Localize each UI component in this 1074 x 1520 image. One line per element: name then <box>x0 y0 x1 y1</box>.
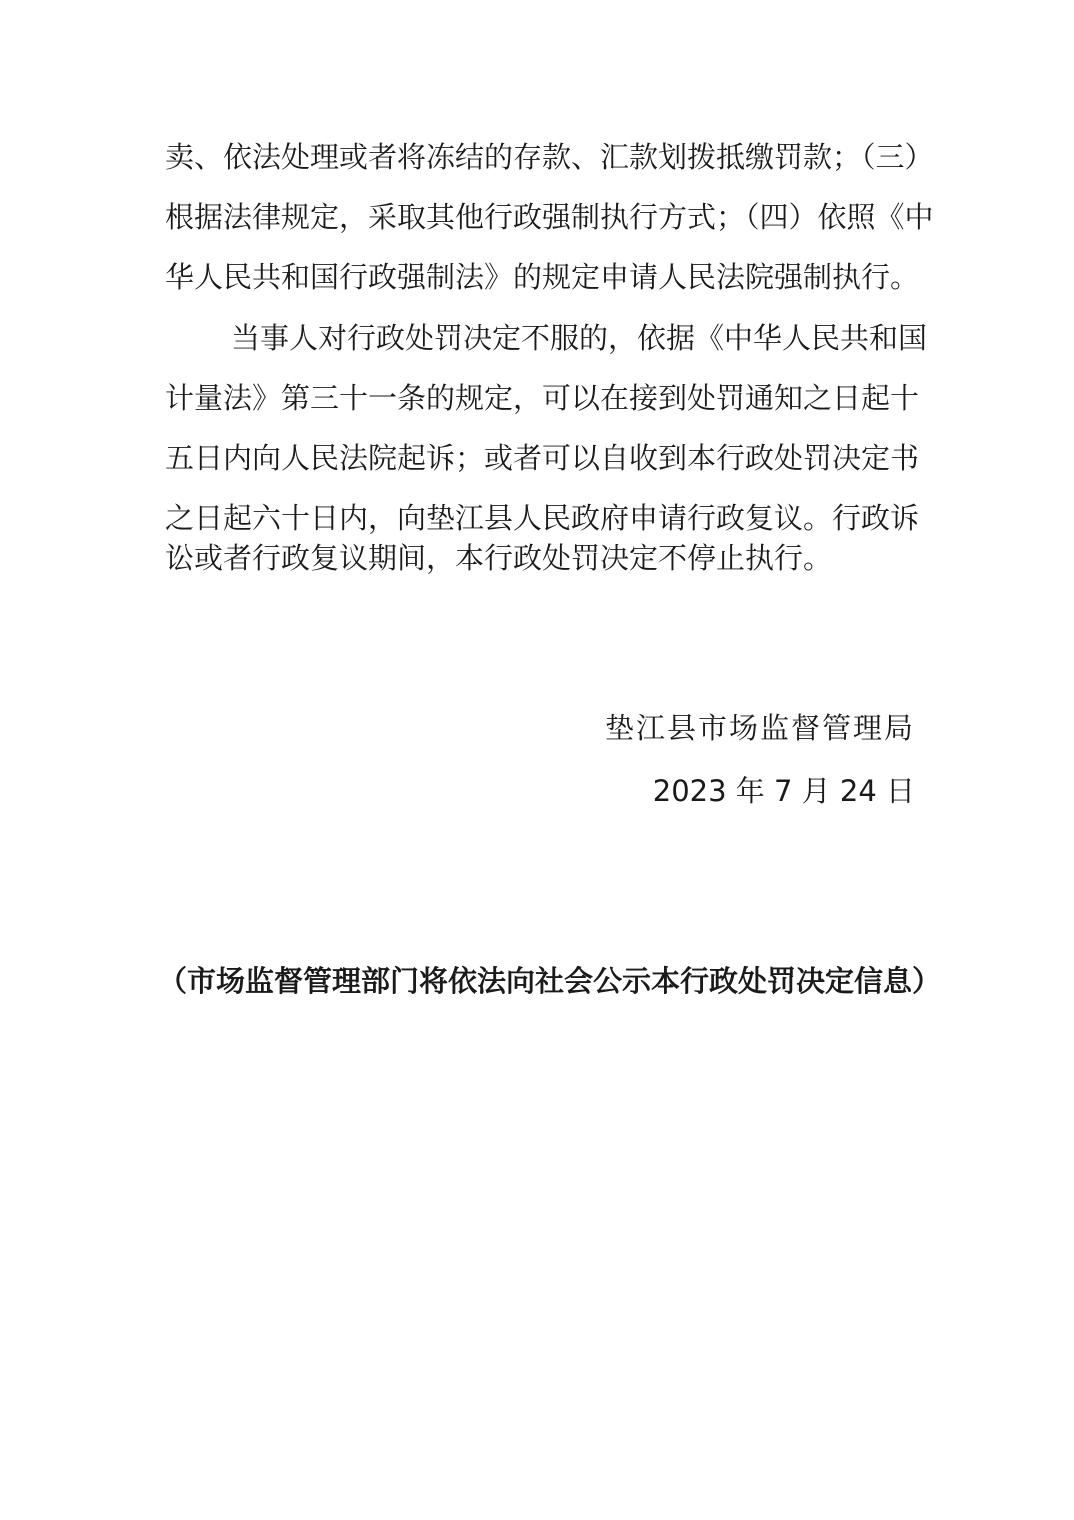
paragraph-line: 华人民共和国行政强制法》的规定申请人民法院强制执行。 <box>165 260 920 294</box>
paragraph-line: 五日内向人民法院起诉；或者可以自收到本行政处罚决定书 <box>165 441 920 475</box>
paragraph-line: 当事人对行政处罚决定不服的，依据《中华人民共和国 <box>231 321 928 355</box>
paragraph-line: 计量法》第三十一条的规定，可以在接到处罚通知之日起十 <box>165 381 920 415</box>
publicity-notice: （市场监督管理部门将依法向社会公示本行政处罚决定信息） <box>158 964 942 998</box>
paragraph-line: 卖、依法处理或者将冻结的存款、汇款划拨抵缴罚款；（三） <box>165 140 934 174</box>
issue-date: 2023 年 7 月 24 日 <box>652 774 915 808</box>
issuer-name: 垫江县市场监督管理局 <box>604 711 915 745</box>
paragraph-line: 根据法律规定，采取其他行政强制执行方式；（四）依照《中 <box>165 200 934 234</box>
paragraph-line: 讼或者行政复议期间，本行政处罚决定不停止执行。 <box>165 541 833 575</box>
paragraph-line: 之日起六十日内，向垫江县人民政府申请行政复议。行政诉 <box>165 501 920 535</box>
